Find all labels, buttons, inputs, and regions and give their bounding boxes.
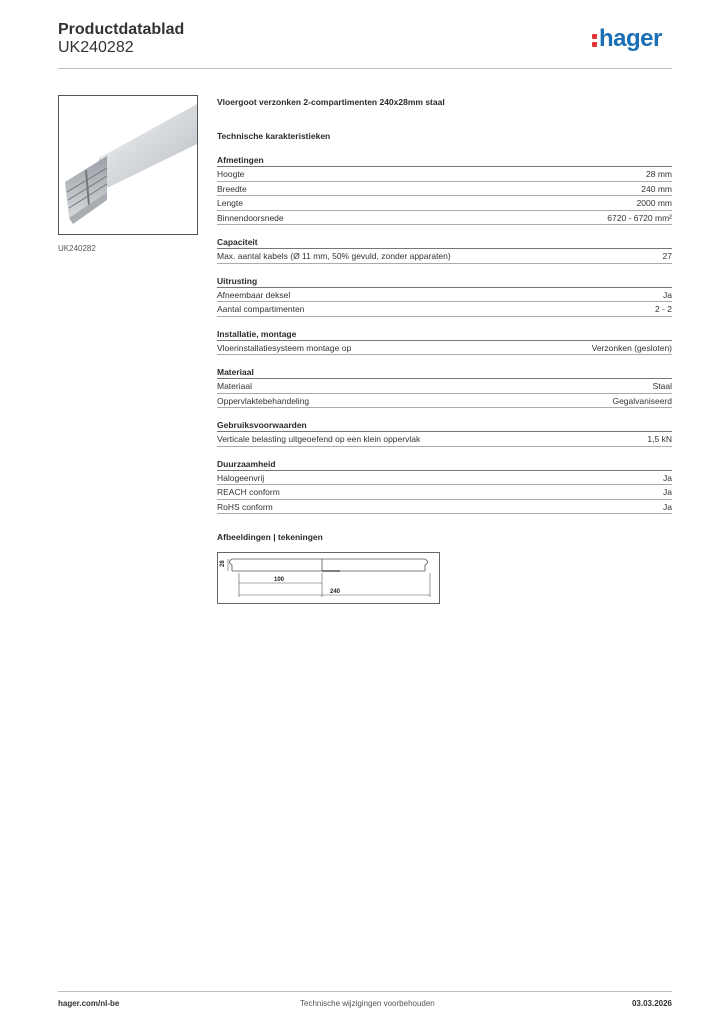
spec-row [217,471,672,486]
spec-label: Materiaal [217,381,252,391]
spec-label: RoHS conform [217,501,273,512]
spec-value: Ja [663,501,672,512]
spec-value: 28 mm [646,169,672,179]
section-title: Capaciteit [217,237,258,247]
spec-section [217,236,672,264]
spec-label: Breedte [217,183,247,194]
spec-row [217,485,672,500]
spec-value: Ja [663,487,672,497]
spec-row [217,211,672,226]
section-title: Uitrusting [217,275,258,286]
photo-caption: UK240282 [58,244,96,253]
drawing-total-width-label: 240 [330,589,341,595]
spec-label: Aantal compartimenten [217,304,305,314]
spec-label: Afneembaar deksel [217,289,291,300]
spec-row [217,167,672,182]
spec-row [217,302,672,317]
spec-row [217,500,672,515]
spec-label: Lengte [217,198,243,208]
spec-value: Ja [663,289,672,300]
spec-label: Verticale belasting uitgeoefend op een klein oppervlak [217,434,421,444]
section-title: Afmetingen [217,155,264,165]
drawing-partial-width-label: 100 [274,577,285,583]
drawing-height-label: 28 [220,560,226,567]
spec-label: Halogeenvrij [217,472,265,483]
section-title: Gebruiksvoorwaarden [217,420,307,430]
spec-label: REACH conform [217,487,280,497]
product-photo [58,95,198,235]
spec-section [217,328,672,356]
spec-value: Ja [663,472,672,483]
tech-characteristics-heading: Technische karakteristieken [217,131,331,141]
images-heading: Afbeeldingen | tekeningen [217,532,323,542]
spec-value: Staal [652,381,672,391]
spec-label: Vloerinstallatiesysteem montage op [217,342,352,353]
spec-value: 27 [662,251,672,261]
hager-logo [592,27,662,51]
spec-section [217,458,672,515]
spec-value: 2 - 2 [654,304,672,314]
footer-disclaimer: Technische wijzigingen voorbehouden [300,999,435,1008]
spec-value: 1,5 kN [647,434,672,444]
spec-row [217,249,672,264]
technical-drawing [217,552,440,604]
spec-row [217,394,672,409]
spec-value: 2000 mm [636,198,672,208]
spec-row [217,379,672,394]
spec-section [217,275,672,317]
spec-row [217,341,672,356]
spec-value: 240 mm [641,183,672,194]
spec-row [217,182,672,197]
section-title: Duurzaamheid [217,458,276,469]
logo-dots-icon [592,31,597,47]
spec-value: Gegalvaniseerd [612,395,672,406]
section-title: Installatie, montage [217,328,297,339]
section-title: Materiaal [217,367,254,377]
footer-date: 03.03.2026 [631,999,672,1008]
spec-section [217,154,672,225]
footer-website-link[interactable]: hager.com/nl-be [58,999,120,1008]
logo-text: hager [599,25,662,52]
product-description: Vloergoot verzonken 2-compartimenten 240x28mm staal [217,97,445,107]
spec-section [217,419,672,447]
spec-row [217,288,672,303]
spec-label: Binnendoorsnede [217,212,284,223]
footer-divider [58,991,672,992]
spec-label: Hoogte [217,169,245,179]
spec-row [217,432,672,447]
spec-value: Verzonken (gesloten) [591,342,672,353]
document-title: Productdatablad [58,21,185,38]
spec-label: Oppervlaktebehandeling [217,395,310,406]
header-divider [58,68,672,69]
spec-section [217,366,672,408]
spec-label: Max. aantal kabels (Ø 11 mm, 50% gevuld, zonder apparaten) [217,251,451,261]
product-code: UK240282 [58,39,134,56]
spec-value: 6720 - 6720 mm² [607,212,672,223]
spec-sections [217,154,672,514]
main-content [217,95,672,604]
spec-row [217,196,672,211]
